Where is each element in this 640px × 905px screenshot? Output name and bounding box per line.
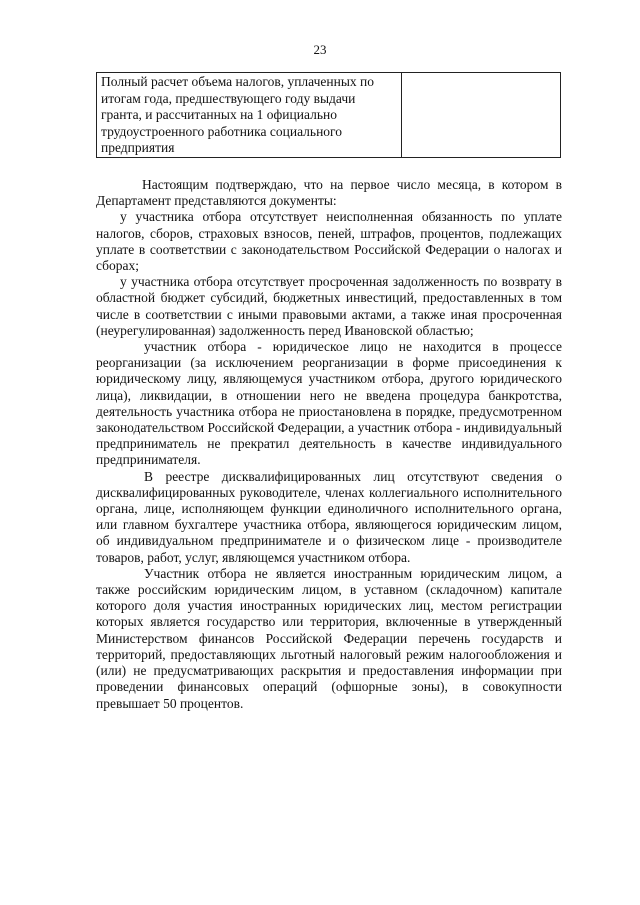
document-body bbox=[96, 177, 562, 712]
paragraph-confirmation: Настоящим подтверждаю, что на первое число месяца, в котором в Департамент представляются документы: bbox=[96, 177, 562, 209]
paragraph-no-tax-debt: у участника отбора отсутствует неисполненная обязанность по уплате налогов, сборов, страховых взносов, пеней, штрафов, процентов, подлежащих уплате в соответствии с законодательством Российской Федерации о налогах и сборах; bbox=[96, 209, 562, 274]
page-number: 23 bbox=[313, 42, 327, 57]
table-row-value bbox=[402, 73, 560, 157]
tax-table bbox=[96, 72, 561, 158]
paragraph-disqualified-registry: В реестре дисквалифицированных лиц отсутствуют сведения о дисквалифицированных руководителе, членах коллегиального исполнительного органа, лице, исполняющем функции единоличного исполнительного органа, или главном бухгалтере участника отбора, являющегося юридическим лицом, об индивидуальном предпринимателе и о физическом лице - производителе товаров, работ, услуг, являющемся участником отбора. bbox=[96, 468, 562, 565]
table-row-label: Полный расчет объема налогов, уплаченных по итогам года, предшествующего году выдачи гранта, и рассчитанных на 1 официально трудоустроенного работника социального предприятия bbox=[97, 73, 402, 157]
paragraph-not-foreign: Участник отбора не является иностранным юридическим лицом, а также российским юридическим лицом, в уставном (складочном) капитале которого доля участия иностранных юридических лиц, местом регистрации которых является государство или территория, включенные в утвержденный Министерством финансов Российской Федерации перечень государств и территорий, предоставляющих льготный налоговый режим налогообложения и (или) не предусматривающих раскрытия и предоставления информации при проведении финансовых операций (офшорные зоны), в совокупности превышает 50 процентов. bbox=[96, 565, 562, 711]
paragraph-no-overdue-debt: у участника отбора отсутствует просроченная задолженность по возврату в областной бюджет субсидий, бюджетных инвестиций, предоставленных в том числе в соответствии с иными правовыми актами, а также иная просроченная (неурегулированная) задолженность перед Ивановской областью; bbox=[96, 274, 562, 338]
paragraph-no-reorganization: участник отбора - юридическое лицо не находится в процессе реорганизации (за исключением реорганизации в форме присоединения к юридическому лицу, являющемуся участником отбора, другого юридического лица), ликвидации, в отношении него не введена процедура банкротства, деятельность участника отбора не приостановлена в порядке, предусмотренном законодательством Российской Федерации, а участник отбора - индивидуальный предприниматель не прекратил деятельность в качестве индивидуального предпринимателя. bbox=[96, 339, 562, 468]
